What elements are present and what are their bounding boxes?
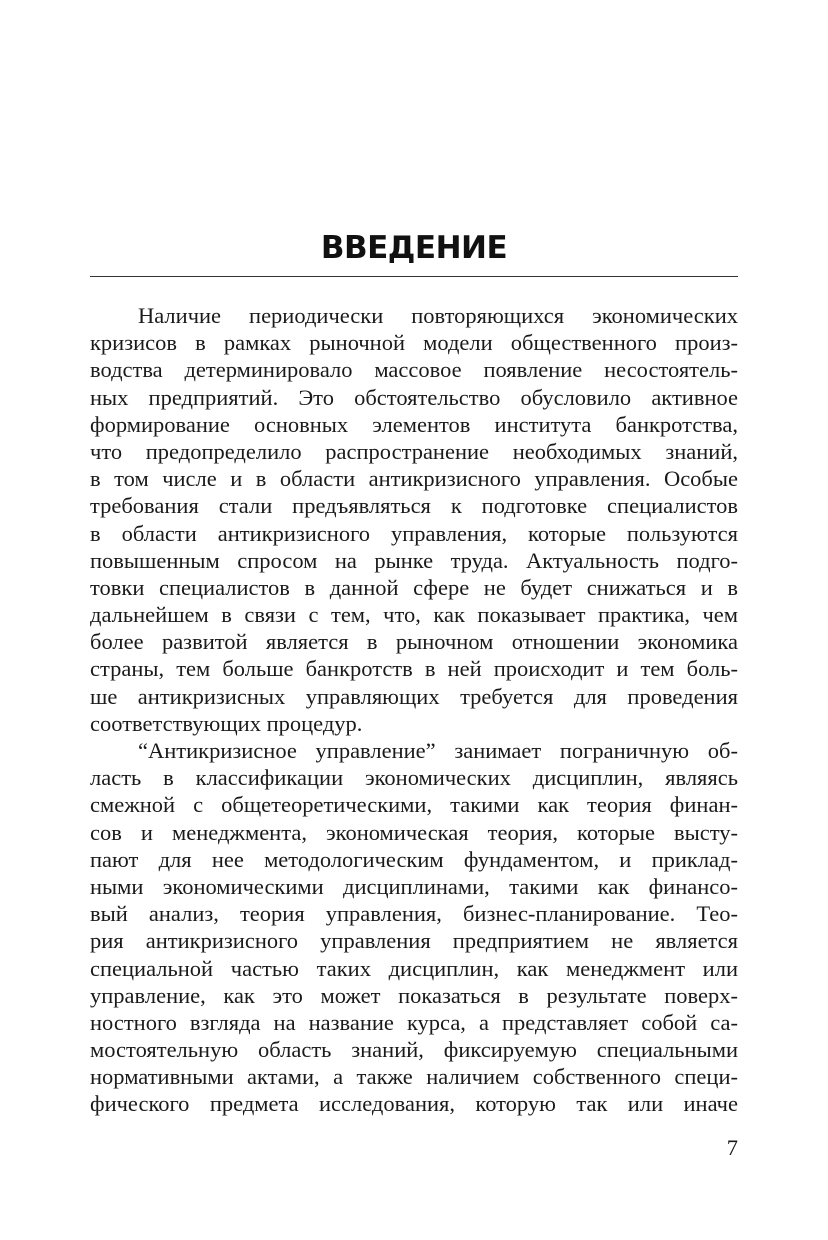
text-line: Наличие периодически повторяющихся экономических — [138, 303, 738, 328]
page-number: 7 — [726, 1135, 738, 1160]
text-line: фического предмета исследования, которую так или иначе — [90, 1091, 738, 1117]
text-line: кризисов в рамках рыночной модели общественного произ- — [90, 330, 738, 356]
text-line: повышенным спросом на рынке труда. Актуальность подго- — [90, 547, 738, 573]
text-line: ными экономическими дисциплинами, такими как финансо- — [90, 873, 738, 899]
text-line: в области антикризисного управления, которые пользуются — [90, 520, 738, 546]
text-line: ных предприятий. Это обстоятельство обусловило активное — [90, 384, 738, 410]
text-line: водства детерминировало массовое появление несостоятель- — [90, 357, 738, 383]
text-line: дальнейшем в связи с тем, что, как показывает практика, чем — [90, 602, 738, 628]
text-line: ше антикризисных управляющих требуется для проведения — [90, 683, 738, 709]
text-line: что предопределило распространение необходимых знаний, — [90, 438, 738, 464]
text-line: ностного взгляда на название курса, а представляет собой са- — [90, 1009, 738, 1035]
text-line: более развитой является в рыночном отношении экономика — [90, 629, 738, 655]
text-line: страны, тем больше банкротств в ней происходит и тем боль- — [90, 656, 738, 682]
text-line: ласть в классификации экономических дисциплин, являясь — [90, 765, 738, 791]
heading-rule — [90, 276, 738, 277]
paragraph — [90, 302, 738, 737]
text-line: товки специалистов в данной сфере не будет снижаться и в — [90, 574, 738, 600]
text-line: рия антикризисного управления предприятием не является — [90, 928, 738, 954]
text-line: сов и менеджмента, экономическая теория, которые высту- — [90, 819, 738, 845]
text-line: формирование основных элементов института банкротства, — [90, 411, 738, 437]
text-line: нормативными актами, а также наличием собственного специ- — [90, 1064, 738, 1090]
text-line: смежной с общетеоретическими, такими как теория финан- — [90, 792, 738, 818]
text-line: в том числе и в области антикризисного управления. Особые — [90, 466, 738, 492]
text-line: мостоятельную область знаний, фиксируемую специальными — [90, 1037, 738, 1063]
text-line: пают для нее методологическим фундаментом, и приклад- — [90, 846, 738, 872]
text-line: вый анализ, теория управления, бизнес-планирование. Тео- — [90, 901, 738, 927]
paragraph — [90, 737, 738, 1118]
text-line: “Антикризисное управление” занимает пограничную об- — [138, 738, 738, 763]
body-text — [90, 302, 738, 1118]
text-line: специальной частью таких дисциплин, как менеджмент или — [90, 955, 738, 981]
text-line: требования стали предъявляться к подготовке специалистов — [90, 493, 738, 519]
chapter-heading: ВВЕДЕНИЕ — [320, 230, 508, 266]
text-line: управление, как это может показаться в результате поверх- — [90, 982, 738, 1008]
text-line: соответствующих процедур. — [90, 710, 363, 736]
